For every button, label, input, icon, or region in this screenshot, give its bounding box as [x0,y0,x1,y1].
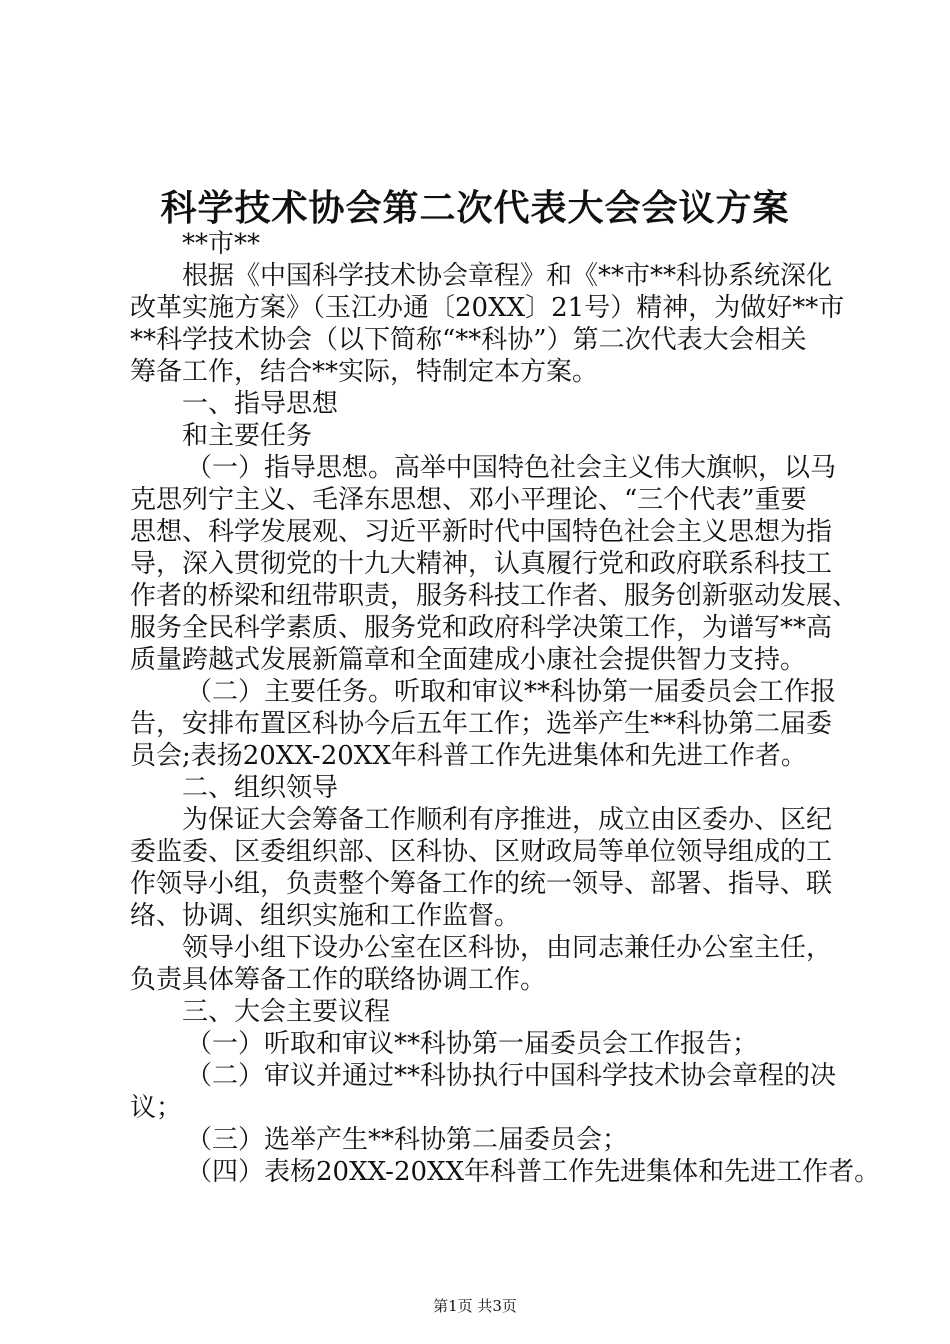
text-line: 告，安排布置区科协今后五年工作；选举产生**科协第二届委 [130,709,833,739]
section-heading: 一、指导思想 [182,389,339,419]
text-line: 络、协调、组织实施和工作监督。 [130,901,521,931]
text-line: 领导小组下设办公室在区科协，由同志兼任办公室主任， [182,933,833,963]
agenda-item: （一）听取和审议**科协第一届委员会工作报告； [186,1029,759,1059]
text-line: 思想、科学发展观、习近平新时代中国特色社会主义思想为指 [130,517,833,547]
text-line: （二）主要任务。听取和审议**科协第一届委员会工作报 [186,677,837,707]
text-line: 质量跨越式发展新篇章和全面建成小康社会提供智力支持。 [130,645,807,675]
document-title: 科学技术协会第二次代表大会会议方案 [160,188,790,229]
text-line: 为保证大会筹备工作顺利有序推进，成立由区委办、区纪 [182,805,833,835]
text-line: **科学技术协会（以下简称“**科协”）第二次代表大会相关 [130,325,807,355]
text-line: 根据《中国科学技术协会章程》和《**市**科协系统深化 [182,261,833,291]
text-line: 员会;表扬20XX-20XX年科普工作先进集体和先进工作者。 [130,741,807,771]
agenda-item: （三）选举产生**科协第二届委员会； [186,1125,629,1155]
section-heading: 三、大会主要议程 [182,997,391,1027]
text-line: **市** [182,229,261,259]
text-line: 服务全民科学素质、服务党和政府科学决策工作，为谱写**高 [130,613,833,643]
text-line: 导，深入贯彻党的十九大精神，认真履行党和政府联系科技工 [130,549,833,579]
text-line: 议； [130,1093,183,1123]
text-line: 改革实施方案》（玉江办通〔20XX〕21号）精神，为做好**市 [130,293,845,323]
text-line: 负责具体筹备工作的联络协调工作。 [130,965,547,995]
agenda-item: （二）审议并通过**科协执行中国科学技术协会章程的决 [186,1061,837,1091]
text-line: （一）指导思想。高举中国特色社会主义伟大旗帜，以马 [186,453,837,483]
document-body [130,228,881,1188]
text-line: 作者的桥梁和纽带职责，服务科技工作者、服务创新驱动发展、 [130,581,859,611]
text-line: 委监委、区委组织部、区科协、区财政局等单位领导组成的工 [130,837,833,867]
section-heading: 二、组织领导 [182,773,339,803]
agenda-item: （四）表杨20XX-20XX年科普工作先进集体和先进工作者。 [186,1157,881,1187]
section-heading: 和主要任务 [182,421,313,451]
page-footer: 第1页 共3页 [433,1297,517,1315]
text-line: 克思列宁主义、毛泽东思想、邓小平理论、“三个代表”重要 [130,485,807,515]
text-line: 筹备工作，结合**实际，特制定本方案。 [130,357,599,387]
text-line: 作领导小组，负责整个筹备工作的统一领导、部署、指导、联 [130,869,833,899]
